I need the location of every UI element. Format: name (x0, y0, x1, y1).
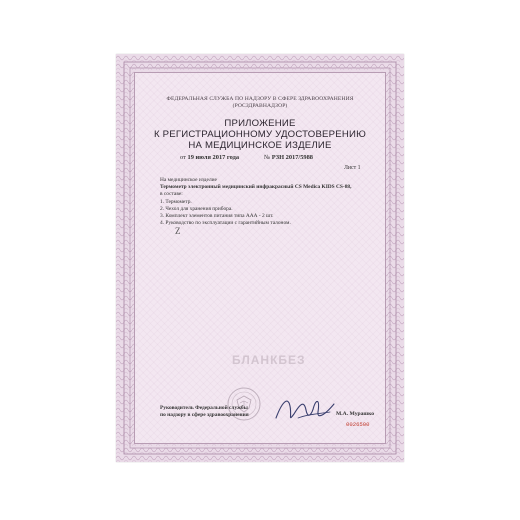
date-value: 19 июля 2017 года (187, 154, 240, 161)
signatory-line-2: по надзору в сфере здравоохранения (160, 412, 249, 418)
device-name: Термометр электронный медицинский инфракрасный CS Medica KIDS CS-88, (160, 184, 352, 191)
number-label: № (264, 154, 271, 161)
title-line-1: ПРИЛОЖЕНИЕ (224, 118, 296, 129)
signatory-title (160, 405, 249, 419)
number-value: РЗН 2017/5988 (271, 154, 313, 161)
issue-date (180, 154, 239, 161)
agency-line-2: (РОСЗДРАВНАДЗОР) (232, 103, 288, 109)
composition-label: в составе: (160, 191, 183, 198)
document-body (160, 177, 351, 227)
composition-item: 1. Термометр. (160, 198, 192, 205)
composition-item: 3. Комплект элементов питания типа ААА - 2 шт. (160, 213, 274, 220)
agency-header (0, 96, 520, 110)
agency-line-1: ФЕДЕРАЛЬНАЯ СЛУЖБА ПО НАДЗОРУ В СФЕРЕ ЗДРАВООХРАНЕНИЯ (166, 96, 354, 102)
title-line-2: К РЕГИСТРАЦИОННОМУ УДОСТОВЕРЕНИЮ (154, 129, 366, 140)
document-title (0, 118, 520, 151)
serial-number: 0026500 (346, 421, 370, 428)
registration-number (264, 154, 313, 161)
signatory-name: М.А. Мурашко (336, 411, 375, 417)
signatory-line-1: Руководитель Федеральной службы (160, 405, 248, 411)
date-label: от (180, 154, 186, 161)
watermark: БЛАНКБЕЗ (232, 353, 306, 367)
sheet-number: Лист 1 (344, 165, 361, 171)
title-line-3: НА МЕДИЦИНСКОЕ ИЗДЕЛИЕ (188, 140, 332, 151)
composition-item: 4. Руководство по эксплуатации с гарантийным талоном. (160, 220, 291, 227)
intro-text: На медицинское изделие (160, 177, 217, 183)
signature (274, 392, 338, 426)
end-mark: Z (175, 226, 181, 236)
composition-item: 2. Чехол для хранения прибора. (160, 205, 233, 212)
